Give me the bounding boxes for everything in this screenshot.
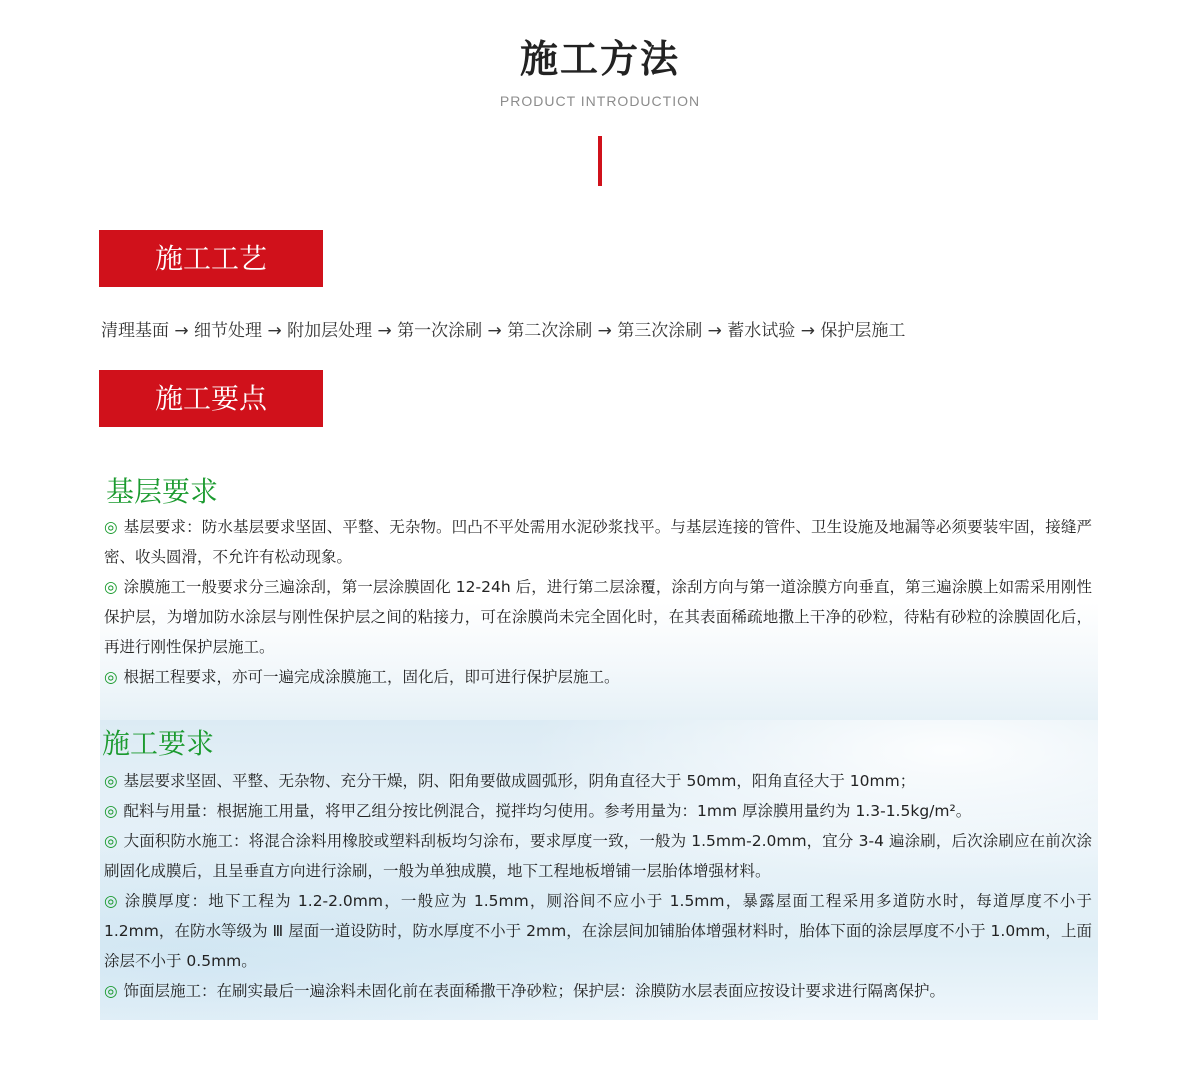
section-banner-key-points: 施工要点: [99, 370, 323, 427]
panel-body: [104, 766, 1092, 1006]
bullet-icon: ◎: [104, 802, 118, 820]
process-steps: 清理基面 → 细节处理 → 附加层处理 → 第一次涂刷 → 第二次涂刷 → 第三次涂刷 → 蓄水试验 → 保护层施工: [101, 321, 906, 341]
bullet-icon: ◎: [104, 832, 118, 850]
list-item-text: 配料与用量：根据施工用量，将甲乙组分按比例混合，搅拌均匀使用。参考用量为：1mm 厚涂膜用量约为 1.3-1.5kg/m²。: [123, 802, 972, 820]
bullet-icon: ◎: [104, 982, 118, 1000]
section-banner-process: 施工工艺: [99, 230, 323, 287]
panel-heading: 基层要求: [106, 475, 219, 508]
page-title: 施工方法: [519, 37, 680, 81]
list-item-text: 大面积防水施工：将混合涂料用橡胶或塑料刮板均匀涂布，要求厚度一致，一般为 1.5mm-2.0mm，宜分 3-4 遍涂刷，后次涂刷应在前次涂刷固化成膜后，且呈垂直方向进行涂刷，一般为单独成膜，地下工程地板增铺一层胎体增强材料。: [104, 832, 1092, 880]
list-item-text: 涂膜厚度：地下工程为 1.2-2.0mm，一般应为 1.5mm，厕浴间不应小于 1.5mm，暴露屋面工程采用多道防水时，每道厚度不小于 1.2mm，在防水等级为 Ⅲ 屋面一道设防时，防水厚度不小于 2mm，在涂层间加铺胎体增强材料时，胎体下面的涂层厚度不小于 1.0mm，上面涂层不小于 0.5mm。: [104, 892, 1092, 970]
bullet-icon: ◎: [104, 578, 118, 596]
list-item: [104, 766, 1092, 796]
list-item: [104, 826, 1092, 886]
panel-heading: 施工要求: [102, 727, 215, 760]
list-item: [104, 512, 1092, 572]
list-item: [104, 796, 1092, 826]
bullet-icon: ◎: [104, 892, 119, 910]
panel-body: [104, 512, 1092, 692]
list-item-text: 基层要求坚固、平整、无杂物、充分干燥，阴、阳角要做成圆弧形，阴角直径大于 50mm，阳角直径大于 10mm；: [123, 772, 916, 790]
red-divider: [598, 136, 602, 186]
list-item: [104, 976, 1092, 1006]
list-item: [104, 886, 1092, 976]
construction-requirements-panel: [100, 720, 1098, 1020]
list-item-text: 饰面层施工：在刷实最后一遍涂料未固化前在表面稀撒干净砂粒；保护层：涂膜防水层表面应按设计要求进行隔离保护。: [123, 982, 946, 1000]
bullet-icon: ◎: [104, 772, 118, 790]
list-item-text: 根据工程要求，亦可一遍完成涂膜施工，固化后，即可进行保护层施工。: [123, 668, 620, 686]
base-requirements-panel: [100, 458, 1098, 720]
list-item: [104, 662, 1092, 692]
bullet-icon: ◎: [104, 668, 118, 686]
bullet-icon: ◎: [104, 518, 118, 536]
list-item-text: 涂膜施工一般要求分三遍涂刮，第一层涂膜固化 12-24h 后，进行第二层涂覆，涂刮方向与第一道涂膜方向垂直，第三遍涂膜上如需采用刚性保护层，为增加防水涂层与刚性保护层之间的粘接力，可在涂膜尚未完全固化时，在其表面稀疏地撒上干净的砂粒，待粘有砂粒的涂膜固化后，再进行刚性保护层施工。: [104, 578, 1092, 656]
list-item: [104, 572, 1092, 662]
list-item-text: 基层要求：防水基层要求坚固、平整、无杂物。凹凸不平处需用水泥砂浆找平。与基层连接的管件、卫生设施及地漏等必须要装牢固，接缝严密、收头圆滑，不允许有松动现象。: [104, 518, 1092, 566]
page-subtitle: PRODUCT INTRODUCTION: [499, 93, 701, 109]
